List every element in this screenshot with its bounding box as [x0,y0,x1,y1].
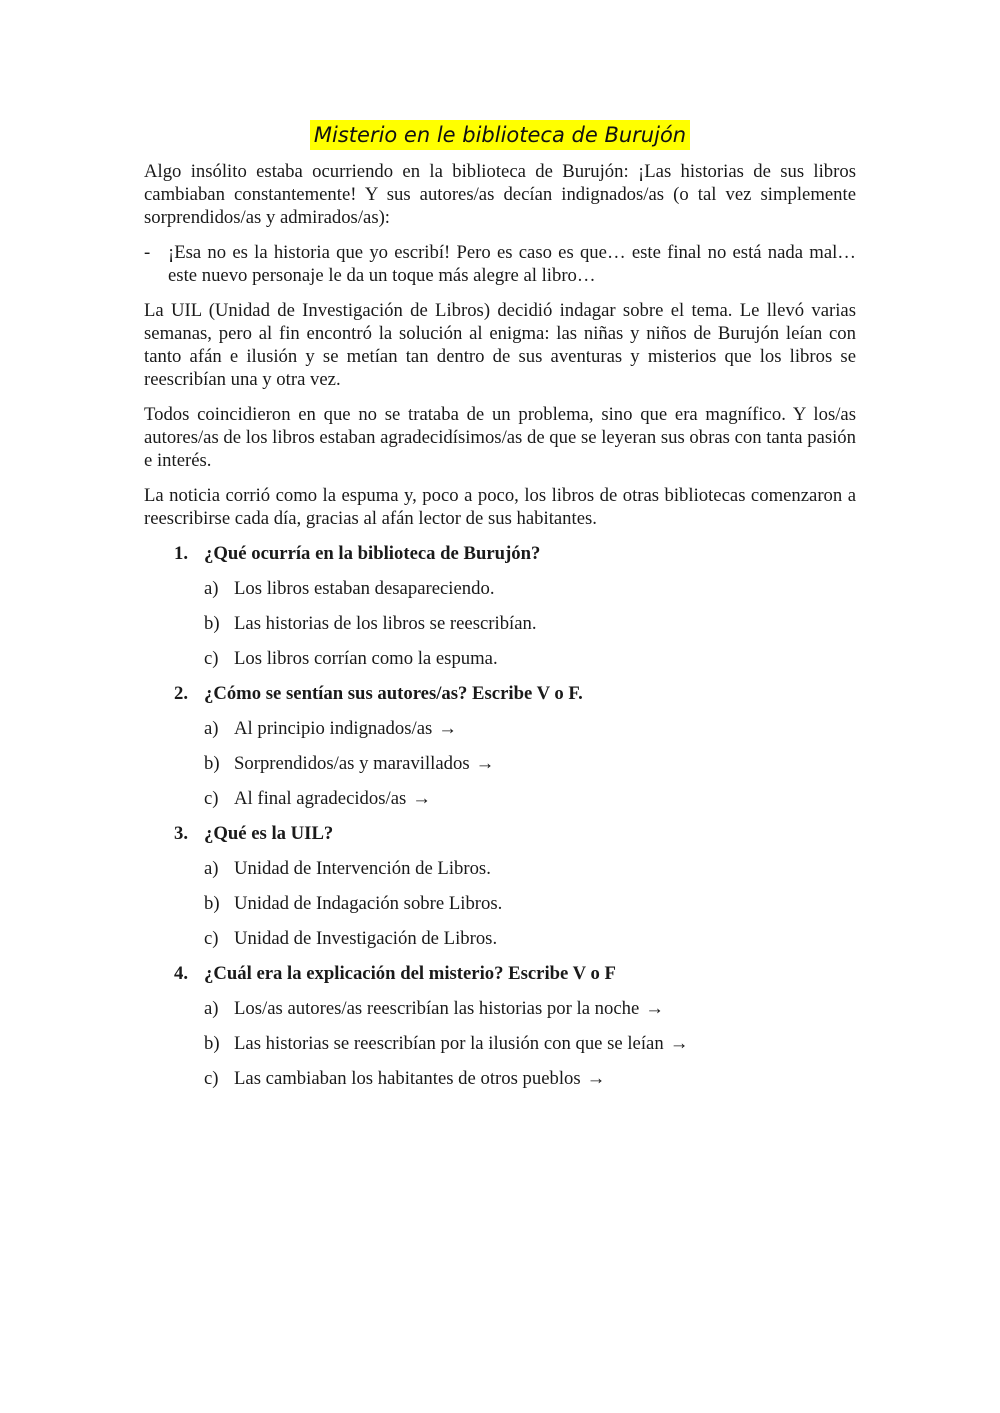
option-4a [204,997,856,1020]
option-letter: c) [204,928,219,949]
option-letter: a) [204,998,219,1019]
option-text: Los libros corrían como la espuma. [234,648,498,669]
question-text: ¿Qué ocurría en la biblioteca de Burujón? [204,543,541,564]
option-letter: b) [204,753,220,774]
option-letter: a) [204,718,219,739]
option-1b [204,612,856,635]
option-3b [204,892,856,915]
arrow-right-icon: → [412,788,431,809]
question-number: 3. [174,823,189,844]
question-text: ¿Cuál era la explicación del misterio? Escribe V o F [204,963,616,984]
option-text: Al principio indignados/as [234,718,433,739]
quote-item [144,241,856,287]
paragraph-intro: Algo insólito estaba ocurriendo en la biblioteca de Burujón: ¡Las historias de sus libros cambiaban constantemente! Y sus autores/as decían indignados/as (o tal vez simplemente sorprendidos/as y admirados/as): [144,161,856,228]
option-letter: c) [204,648,219,669]
option-3a [204,857,856,880]
option-letter: a) [204,578,219,599]
paragraph-uil: La UIL (Unidad de Investigación de Libros) decidió indagar sobre el tema. Le llevó varias semanas, pero al fin encontró la solución al enigma: las niñas y niños de Burujón leían con tanto afán e ilusión y se metían tan dentro de sus aventuras y misterios que los libros se reescribían una y otra vez. [144,300,856,390]
option-2b [204,752,856,775]
question-3-options [144,857,856,950]
option-letter: a) [204,858,219,879]
question-text: ¿Cómo se sentían sus autores/as? Escribe V o F. [204,683,583,704]
page-title: Misterio en le biblioteca de Burujón [310,120,690,150]
arrow-right-icon: → [645,998,664,1019]
option-text: Unidad de Intervención de Libros. [234,858,491,879]
option-1c [204,647,856,670]
option-letter: c) [204,788,219,809]
option-text: Los libros estaban desapareciendo. [234,578,495,599]
arrow-right-icon: → [586,1068,606,1089]
question-4 [174,962,856,985]
arrow-right-icon: → [475,753,495,774]
question-text: ¿Qué es la UIL? [204,823,334,844]
option-text: Los/as autores/as reescribían las historias por la noche [234,998,640,1019]
dash-bullet: - [144,242,151,263]
worksheet-page [144,120,856,1102]
question-1 [174,542,856,565]
quote-text: ¡Esa no es la historia que yo escribí! Pero es caso es que… este final no está nada mal… este nuevo personaje le da un toque más alegre al libro… [168,242,856,286]
question-1-options [144,577,856,670]
title-wrap [144,120,856,150]
paragraph-news: La noticia corrió como la espuma y, poco a poco, los libros de otras bibliotecas comenzaron a reescribirse cada día, gracias al afán lector de sus habitantes. [144,485,856,529]
arrow-right-icon: → [669,1033,689,1054]
option-text: Al final agradecidos/as [234,788,407,809]
option-text: Las historias de los libros se reescribían. [234,613,537,634]
option-text: Unidad de Indagación sobre Libros. [234,893,503,914]
question-number: 4. [174,963,189,984]
option-text: Las historias se reescribían por la ilusión con que se leían [234,1033,664,1054]
option-3c [204,927,856,950]
option-2a [204,717,856,740]
option-4c [204,1067,856,1090]
question-2 [174,682,856,705]
option-text: Las cambiaban los habitantes de otros pueblos [234,1068,581,1089]
option-2c [204,787,856,810]
option-text: Sorprendidos/as y maravillados [234,753,470,774]
question-2-options [144,717,856,810]
option-letter: b) [204,613,220,634]
option-4b [204,1032,856,1055]
option-text: Unidad de Investigación de Libros. [234,928,498,949]
option-1a [204,577,856,600]
paragraph-agreement: Todos coincidieron en que no se trataba de un problema, sino que era magnífico. Y los/as autores/as de los libros estaban agradecidísimos/as de que se leyeran sus obras con tanta pasión e interés. [144,404,856,471]
option-letter: c) [204,1068,219,1089]
question-4-options [144,997,856,1090]
option-letter: b) [204,893,220,914]
arrow-right-icon: → [438,718,457,739]
question-3 [174,822,856,845]
question-number: 1. [174,543,189,564]
question-number: 2. [174,683,189,704]
option-letter: b) [204,1033,220,1054]
